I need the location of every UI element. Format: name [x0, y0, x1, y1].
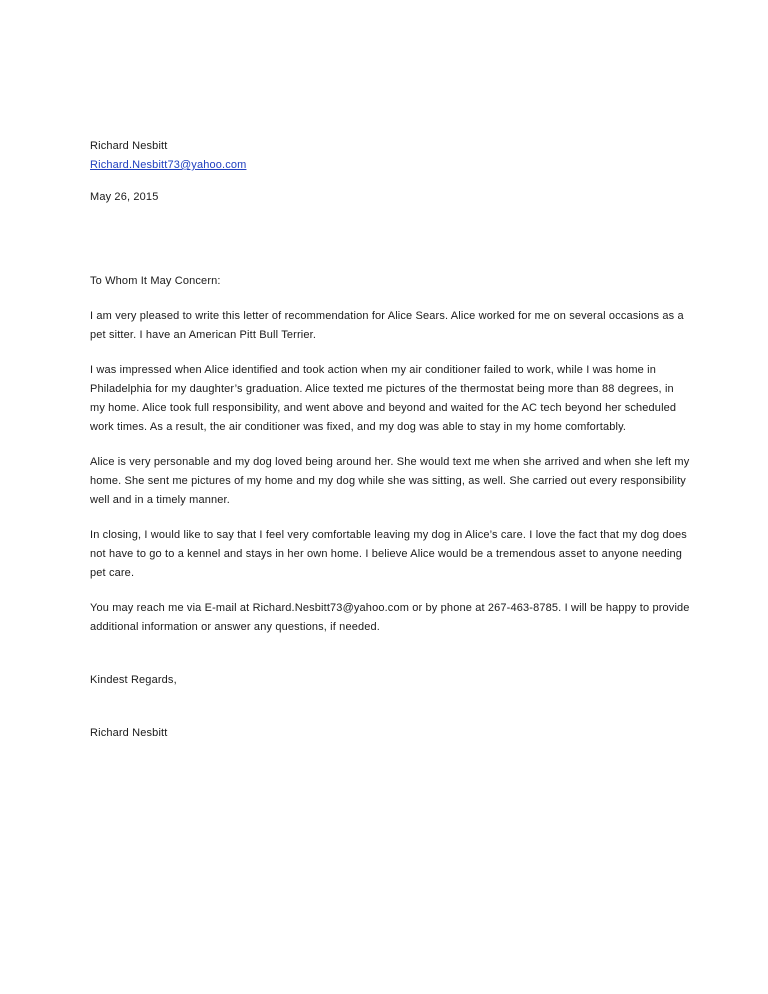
paragraph-personable: Alice is very personable and my dog loved being around her. She would text me when she arrived and when she left my home. She sent me pictures of my home and my dog while she was sitting, as well. She carried out every responsibility well and in a timely manner.	[90, 456, 690, 506]
paragraph-air-conditioner: I was impressed when Alice identified and took action when my air conditioner failed to work, while I was home in Philadelphia for my daughter’s graduation. Alice texted me pictures of the thermostat being more than 88 degrees, in my home. Alice took full responsibility, and went above and beyond and waited for the AC tech beyond her scheduled work times. As a result, the air conditioner was fixed, and my dog was able to stay in my home comfortably.	[90, 364, 677, 433]
paragraph-intro: I am very pleased to write this letter of recommendation for Alice Sears. Alice worked for me on several occasions as a pet sitter. I have an American Pitt Bull Terrier.	[90, 310, 684, 341]
letter-date: May 26, 2015	[90, 191, 159, 203]
salutation: To Whom It May Concern:	[90, 275, 221, 287]
closing: Kindest Regards,	[90, 674, 177, 686]
sender-email-link[interactable]: Richard.Nesbitt73@yahoo.com	[90, 159, 247, 171]
sender-name: Richard Nesbitt	[90, 140, 168, 152]
paragraph-closing-remarks: In closing, I would like to say that I feel very comfortable leaving my dog in Alice’s care. I love the fact that my dog does not have to go to a kennel and stays in her own home. I believe Alice would be a tremendous asset to anyone needing pet care.	[90, 529, 687, 579]
signature: Richard Nesbitt	[90, 727, 168, 739]
letter-body	[90, 137, 690, 743]
paragraph-contact: You may reach me via E-mail at Richard.Nesbitt73@yahoo.com or by phone at 267-463-8785. I will be happy to provide additional information or answer any questions, if needed.	[90, 602, 690, 633]
